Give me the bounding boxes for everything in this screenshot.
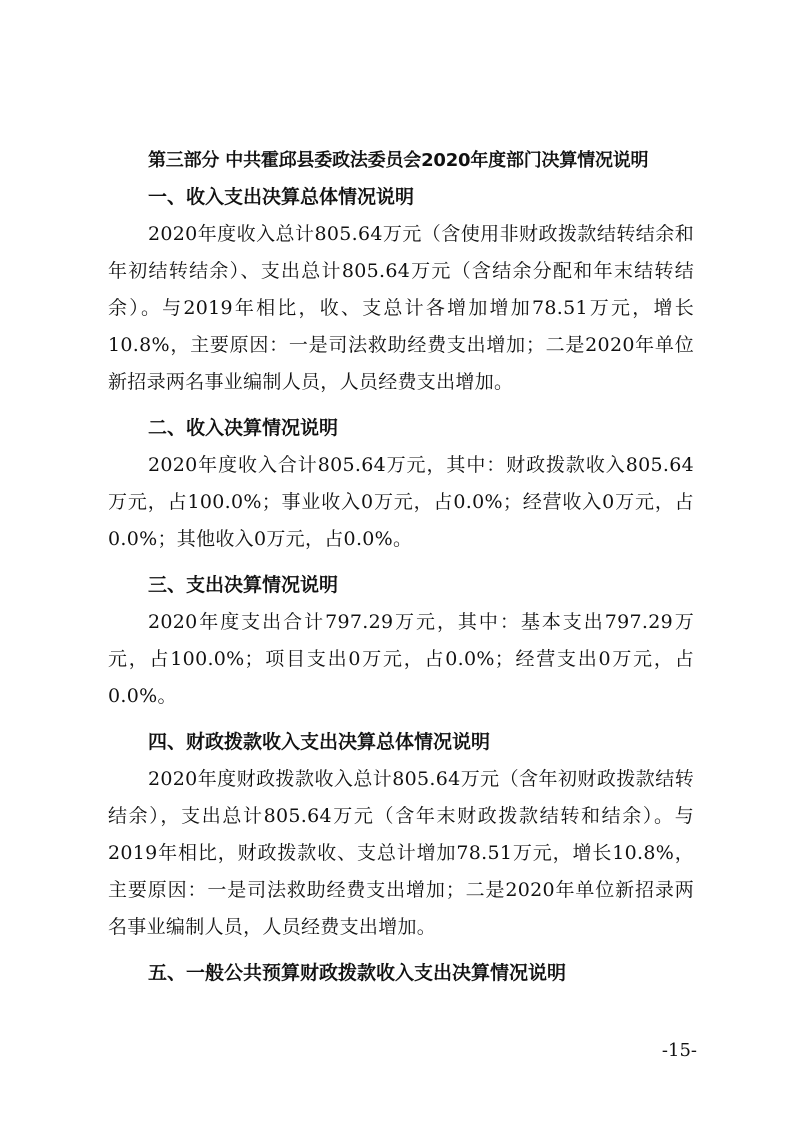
section-paragraph-3: 2020年度支出合计797.29万元，其中：基本支出797.29万元，占100.0%；项目支出0万元，占0.0%；经营支出0万元，占0.0%。 xyxy=(108,611,694,707)
section-heading-3: 三、支出决算情况说明 xyxy=(148,574,339,596)
section-paragraph-4: 2020年度财政拨款收入总计805.64万元（含年初财政拨款结转结余），支出总计805.64万元（含年末财政拨款结转和结余）。与2019年相比，财政拨款收、支总计增加78.51万元，增长10.8%，主要原因：一是司法救助经费支出增加；二是2020年单位新招录两名事业编制人员，人员经费支出增加。 xyxy=(108,768,694,938)
document-body xyxy=(108,148,694,998)
section-heading-2: 二、收入决算情况说明 xyxy=(148,417,339,439)
section-paragraph-2: 2020年度收入合计805.64万元，其中：财政拨款收入805.64万元，占100.0%；事业收入0万元，占0.0%；经营收入0万元，占0.0%；其他收入0万元，占0.0%。 xyxy=(108,454,694,550)
section-heading-5: 五、一般公共预算财政拨款收入支出决算情况说明 xyxy=(148,962,567,984)
document-title: 第三部分 中共霍邱县委政法委员会2020年度部门决算情况说明 xyxy=(148,150,649,171)
section-heading-4: 四、财政拨款收入支出决算总体情况说明 xyxy=(148,731,491,753)
section-paragraph-1: 2020年度收入总计805.64万元（含使用非财政拨款结转结余和年初结转结余）、支出总计805.64万元（含结余分配和年末结转结余）。与2019年相比，收、支总计各增加增加78.51万元，增长10.8%，主要原因：一是司法救助经费支出增加；二是2020年单位新招录两名事业编制人员，人员经费支出增加。 xyxy=(108,223,694,393)
page-number: -15- xyxy=(661,1040,697,1061)
section-heading-1: 一、收入支出决算总体情况说明 xyxy=(148,186,415,208)
